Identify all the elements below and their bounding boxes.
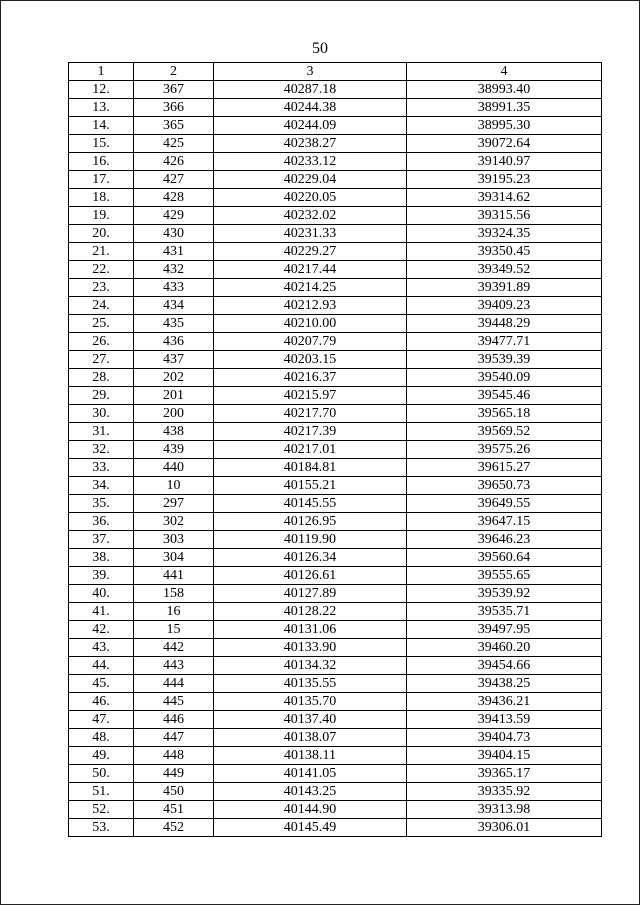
- point-number-cell: 443: [134, 657, 214, 675]
- row-number-cell: 27.: [69, 351, 134, 369]
- x-coordinate-cell: 40238.27: [214, 135, 407, 153]
- table-row: [69, 495, 602, 513]
- table-row: [69, 657, 602, 675]
- y-coordinate-cell: 39454.66: [407, 657, 602, 675]
- table-row: [69, 693, 602, 711]
- row-number-cell: 47.: [69, 711, 134, 729]
- y-coordinate-cell: 39409.23: [407, 297, 602, 315]
- table-row: [69, 261, 602, 279]
- table-row: [69, 351, 602, 369]
- y-coordinate-cell: 39349.52: [407, 261, 602, 279]
- table-row: [69, 783, 602, 801]
- row-number-cell: 53.: [69, 819, 134, 837]
- x-coordinate-cell: 40216.37: [214, 369, 407, 387]
- row-number-cell: 15.: [69, 135, 134, 153]
- table-row: [69, 567, 602, 585]
- point-number-cell: 442: [134, 639, 214, 657]
- y-coordinate-cell: 39140.97: [407, 153, 602, 171]
- y-coordinate-cell: 39350.45: [407, 243, 602, 261]
- x-coordinate-cell: 40244.09: [214, 117, 407, 135]
- point-number-cell: 451: [134, 801, 214, 819]
- y-coordinate-cell: 39314.62: [407, 189, 602, 207]
- row-number-cell: 29.: [69, 387, 134, 405]
- y-coordinate-cell: 38993.40: [407, 81, 602, 99]
- point-number-cell: 433: [134, 279, 214, 297]
- table-row: [69, 99, 602, 117]
- x-coordinate-cell: 40214.25: [214, 279, 407, 297]
- table-row: [69, 549, 602, 567]
- point-number-cell: 428: [134, 189, 214, 207]
- table-row: [69, 423, 602, 441]
- point-number-cell: 450: [134, 783, 214, 801]
- x-coordinate-cell: 40232.02: [214, 207, 407, 225]
- column-header: 1: [69, 63, 134, 81]
- x-coordinate-cell: 40217.70: [214, 405, 407, 423]
- point-number-cell: 426: [134, 153, 214, 171]
- point-number-cell: 16: [134, 603, 214, 621]
- point-number-cell: 304: [134, 549, 214, 567]
- row-number-cell: 49.: [69, 747, 134, 765]
- x-coordinate-cell: 40210.00: [214, 315, 407, 333]
- point-number-cell: 427: [134, 171, 214, 189]
- y-coordinate-cell: 39535.71: [407, 603, 602, 621]
- x-coordinate-cell: 40135.70: [214, 693, 407, 711]
- y-coordinate-cell: 39313.98: [407, 801, 602, 819]
- point-number-cell: 449: [134, 765, 214, 783]
- table-row: [69, 243, 602, 261]
- row-number-cell: 34.: [69, 477, 134, 495]
- point-number-cell: 366: [134, 99, 214, 117]
- point-number-cell: 436: [134, 333, 214, 351]
- y-coordinate-cell: 39545.46: [407, 387, 602, 405]
- x-coordinate-cell: 40184.81: [214, 459, 407, 477]
- x-coordinate-cell: 40133.90: [214, 639, 407, 657]
- x-coordinate-cell: 40134.32: [214, 657, 407, 675]
- table-row: [69, 675, 602, 693]
- table-row: [69, 585, 602, 603]
- point-number-cell: 200: [134, 405, 214, 423]
- x-coordinate-cell: 40217.01: [214, 441, 407, 459]
- point-number-cell: 444: [134, 675, 214, 693]
- row-number-cell: 30.: [69, 405, 134, 423]
- point-number-cell: 158: [134, 585, 214, 603]
- table-header-row: [69, 63, 602, 81]
- table-row: [69, 441, 602, 459]
- point-number-cell: 447: [134, 729, 214, 747]
- table-row: [69, 531, 602, 549]
- table-row: [69, 333, 602, 351]
- row-number-cell: 14.: [69, 117, 134, 135]
- row-number-cell: 31.: [69, 423, 134, 441]
- row-number-cell: 38.: [69, 549, 134, 567]
- point-number-cell: 302: [134, 513, 214, 531]
- x-coordinate-cell: 40229.27: [214, 243, 407, 261]
- point-number-cell: 15: [134, 621, 214, 639]
- row-number-cell: 42.: [69, 621, 134, 639]
- x-coordinate-cell: 40126.34: [214, 549, 407, 567]
- table-row: [69, 171, 602, 189]
- x-coordinate-cell: 40229.04: [214, 171, 407, 189]
- row-number-cell: 43.: [69, 639, 134, 657]
- row-number-cell: 21.: [69, 243, 134, 261]
- table-row: [69, 603, 602, 621]
- y-coordinate-cell: 39615.27: [407, 459, 602, 477]
- row-number-cell: 26.: [69, 333, 134, 351]
- point-number-cell: 448: [134, 747, 214, 765]
- table-row: [69, 819, 602, 837]
- y-coordinate-cell: 39404.15: [407, 747, 602, 765]
- y-coordinate-cell: 39195.23: [407, 171, 602, 189]
- point-number-cell: 297: [134, 495, 214, 513]
- point-number-cell: 432: [134, 261, 214, 279]
- row-number-cell: 25.: [69, 315, 134, 333]
- row-number-cell: 51.: [69, 783, 134, 801]
- row-number-cell: 37.: [69, 531, 134, 549]
- table-row: [69, 297, 602, 315]
- row-number-cell: 28.: [69, 369, 134, 387]
- table-row: [69, 153, 602, 171]
- y-coordinate-cell: 38991.35: [407, 99, 602, 117]
- x-coordinate-cell: 40233.12: [214, 153, 407, 171]
- point-number-cell: 452: [134, 819, 214, 837]
- y-coordinate-cell: 39306.01: [407, 819, 602, 837]
- row-number-cell: 52.: [69, 801, 134, 819]
- x-coordinate-cell: 40119.90: [214, 531, 407, 549]
- x-coordinate-cell: 40155.21: [214, 477, 407, 495]
- y-coordinate-cell: 39335.92: [407, 783, 602, 801]
- table-row: [69, 459, 602, 477]
- row-number-cell: 50.: [69, 765, 134, 783]
- y-coordinate-cell: 39649.55: [407, 495, 602, 513]
- x-coordinate-cell: 40231.33: [214, 225, 407, 243]
- table-row: [69, 747, 602, 765]
- row-number-cell: 22.: [69, 261, 134, 279]
- table-row: [69, 189, 602, 207]
- point-number-cell: 431: [134, 243, 214, 261]
- x-coordinate-cell: 40217.44: [214, 261, 407, 279]
- row-number-cell: 17.: [69, 171, 134, 189]
- row-number-cell: 20.: [69, 225, 134, 243]
- page-number: 50: [312, 40, 328, 57]
- row-number-cell: 41.: [69, 603, 134, 621]
- point-number-cell: 445: [134, 693, 214, 711]
- row-number-cell: 46.: [69, 693, 134, 711]
- table-row: [69, 387, 602, 405]
- table-row: [69, 279, 602, 297]
- table-row: [69, 369, 602, 387]
- x-coordinate-cell: 40212.93: [214, 297, 407, 315]
- x-coordinate-cell: 40141.05: [214, 765, 407, 783]
- x-coordinate-cell: 40217.39: [214, 423, 407, 441]
- point-number-cell: 435: [134, 315, 214, 333]
- row-number-cell: 32.: [69, 441, 134, 459]
- point-number-cell: 430: [134, 225, 214, 243]
- point-number-cell: 429: [134, 207, 214, 225]
- table-row: [69, 117, 602, 135]
- y-coordinate-cell: 39555.65: [407, 567, 602, 585]
- y-coordinate-cell: 39497.95: [407, 621, 602, 639]
- y-coordinate-cell: 39436.21: [407, 693, 602, 711]
- row-number-cell: 45.: [69, 675, 134, 693]
- y-coordinate-cell: 39647.15: [407, 513, 602, 531]
- y-coordinate-cell: 39072.64: [407, 135, 602, 153]
- table-row: [69, 207, 602, 225]
- point-number-cell: 440: [134, 459, 214, 477]
- point-number-cell: 303: [134, 531, 214, 549]
- row-number-cell: 13.: [69, 99, 134, 117]
- y-coordinate-cell: 39448.29: [407, 315, 602, 333]
- x-coordinate-cell: 40215.97: [214, 387, 407, 405]
- point-number-cell: 439: [134, 441, 214, 459]
- x-coordinate-cell: 40207.79: [214, 333, 407, 351]
- x-coordinate-cell: 40131.06: [214, 621, 407, 639]
- row-number-cell: 33.: [69, 459, 134, 477]
- x-coordinate-cell: 40138.11: [214, 747, 407, 765]
- x-coordinate-cell: 40287.18: [214, 81, 407, 99]
- x-coordinate-cell: 40128.22: [214, 603, 407, 621]
- y-coordinate-cell: 39539.92: [407, 585, 602, 603]
- x-coordinate-cell: 40127.89: [214, 585, 407, 603]
- y-coordinate-cell: 39404.73: [407, 729, 602, 747]
- table-row: [69, 621, 602, 639]
- x-coordinate-cell: 40145.55: [214, 495, 407, 513]
- y-coordinate-cell: 39460.20: [407, 639, 602, 657]
- row-number-cell: 19.: [69, 207, 134, 225]
- x-coordinate-cell: 40137.40: [214, 711, 407, 729]
- y-coordinate-cell: 39575.26: [407, 441, 602, 459]
- y-coordinate-cell: 39560.64: [407, 549, 602, 567]
- x-coordinate-cell: 40143.25: [214, 783, 407, 801]
- row-number-cell: 35.: [69, 495, 134, 513]
- point-number-cell: 10: [134, 477, 214, 495]
- y-coordinate-cell: 39438.25: [407, 675, 602, 693]
- x-coordinate-cell: 40135.55: [214, 675, 407, 693]
- table-row: [69, 477, 602, 495]
- point-number-cell: 425: [134, 135, 214, 153]
- row-number-cell: 24.: [69, 297, 134, 315]
- point-number-cell: 441: [134, 567, 214, 585]
- y-coordinate-cell: 39477.71: [407, 333, 602, 351]
- y-coordinate-cell: 39540.09: [407, 369, 602, 387]
- coordinates-table: [68, 62, 602, 837]
- row-number-cell: 48.: [69, 729, 134, 747]
- point-number-cell: 365: [134, 117, 214, 135]
- table-row: [69, 639, 602, 657]
- y-coordinate-cell: 39391.89: [407, 279, 602, 297]
- y-coordinate-cell: 39569.52: [407, 423, 602, 441]
- table-row: [69, 135, 602, 153]
- y-coordinate-cell: 39413.59: [407, 711, 602, 729]
- y-coordinate-cell: 39646.23: [407, 531, 602, 549]
- point-number-cell: 437: [134, 351, 214, 369]
- column-header: 3: [214, 63, 407, 81]
- y-coordinate-cell: 39315.56: [407, 207, 602, 225]
- row-number-cell: 44.: [69, 657, 134, 675]
- table-row: [69, 81, 602, 99]
- y-coordinate-cell: 39365.17: [407, 765, 602, 783]
- point-number-cell: 434: [134, 297, 214, 315]
- row-number-cell: 16.: [69, 153, 134, 171]
- y-coordinate-cell: 38995.30: [407, 117, 602, 135]
- x-coordinate-cell: 40203.15: [214, 351, 407, 369]
- row-number-cell: 23.: [69, 279, 134, 297]
- point-number-cell: 438: [134, 423, 214, 441]
- row-number-cell: 40.: [69, 585, 134, 603]
- x-coordinate-cell: 40244.38: [214, 99, 407, 117]
- point-number-cell: 201: [134, 387, 214, 405]
- table-row: [69, 513, 602, 531]
- point-number-cell: 446: [134, 711, 214, 729]
- x-coordinate-cell: 40126.95: [214, 513, 407, 531]
- x-coordinate-cell: 40220.05: [214, 189, 407, 207]
- table-row: [69, 765, 602, 783]
- y-coordinate-cell: 39565.18: [407, 405, 602, 423]
- table-row: [69, 711, 602, 729]
- row-number-cell: 39.: [69, 567, 134, 585]
- column-header: 4: [407, 63, 602, 81]
- table-row: [69, 225, 602, 243]
- x-coordinate-cell: 40144.90: [214, 801, 407, 819]
- row-number-cell: 18.: [69, 189, 134, 207]
- table-row: [69, 729, 602, 747]
- table-row: [69, 801, 602, 819]
- point-number-cell: 202: [134, 369, 214, 387]
- x-coordinate-cell: 40145.49: [214, 819, 407, 837]
- x-coordinate-cell: 40126.61: [214, 567, 407, 585]
- column-header: 2: [134, 63, 214, 81]
- row-number-cell: 12.: [69, 81, 134, 99]
- y-coordinate-cell: 39539.39: [407, 351, 602, 369]
- table-row: [69, 405, 602, 423]
- y-coordinate-cell: 39324.35: [407, 225, 602, 243]
- y-coordinate-cell: 39650.73: [407, 477, 602, 495]
- point-number-cell: 367: [134, 81, 214, 99]
- table-row: [69, 315, 602, 333]
- x-coordinate-cell: 40138.07: [214, 729, 407, 747]
- row-number-cell: 36.: [69, 513, 134, 531]
